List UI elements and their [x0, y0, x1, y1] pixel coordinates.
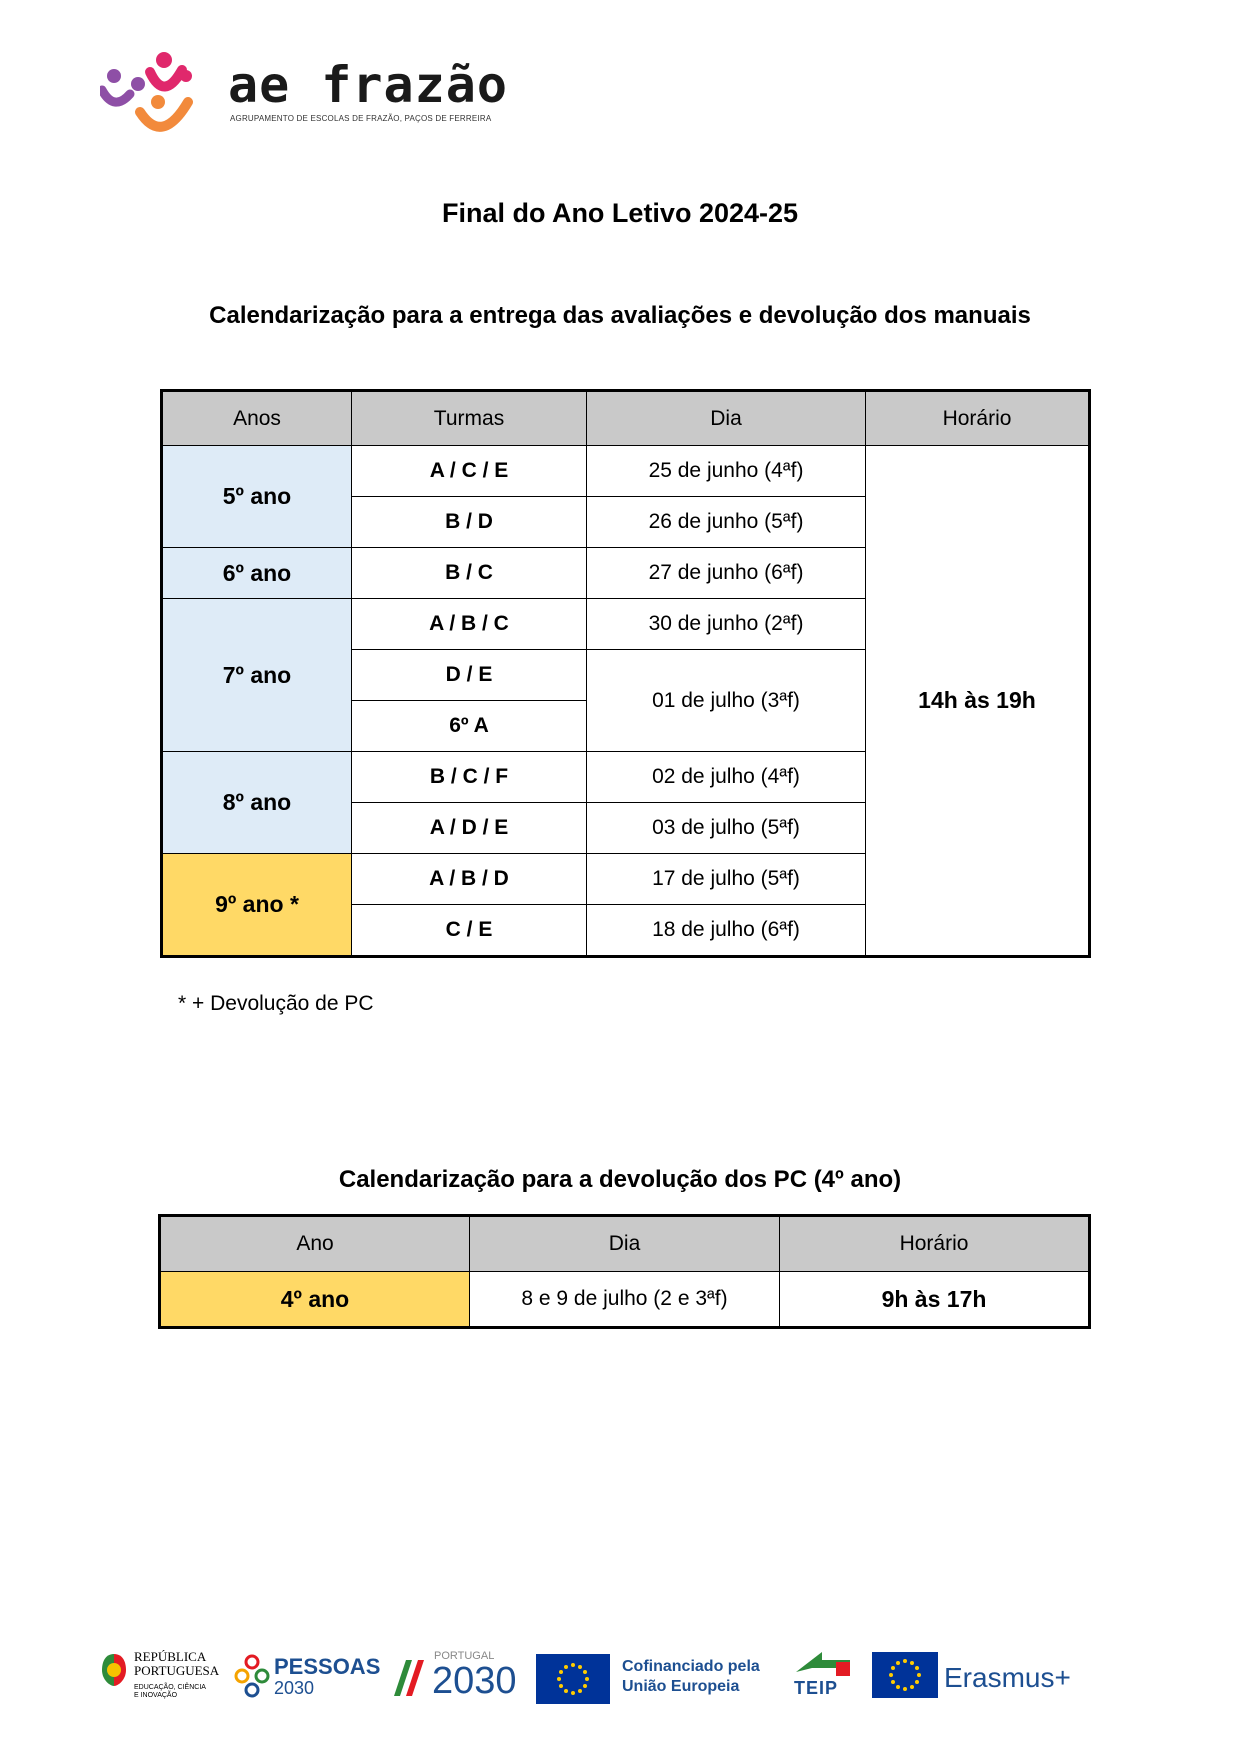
erasmus-logo — [872, 1648, 1102, 1708]
pc-return-table — [158, 1214, 1091, 1329]
turmas-cell: A / D / E — [352, 803, 587, 854]
dia-cell: 8 e 9 de julho (2 e 3ªf) — [470, 1272, 780, 1328]
republica-sub1: EDUCAÇÃO, CIÊNCIA — [134, 1684, 206, 1691]
dia-cell: 27 de junho (6ªf) — [587, 548, 866, 599]
year-cell: 4º ano — [160, 1272, 470, 1328]
year-cell: 7º ano — [162, 599, 352, 752]
page-title: Final do Ano Letivo 2024-25 — [441, 198, 799, 228]
column-header: Horário — [866, 391, 1090, 446]
teip-logo — [788, 1648, 858, 1708]
funding-logos — [100, 1648, 1100, 1708]
pessoas-text: PESSOAS — [274, 1654, 381, 1679]
dia-cell: 03 de julho (5ªf) — [587, 803, 866, 854]
column-header: Ano — [160, 1216, 470, 1272]
eu-line2: União Europeia — [622, 1678, 740, 1695]
teip-text: TEIP — [794, 1678, 839, 1698]
column-header: Horário — [780, 1216, 1090, 1272]
dia-cell: 30 de junho (2ªf) — [587, 599, 866, 650]
year-cell: 9º ano * — [162, 854, 352, 957]
section1-heading: Calendarização para a entrega das avaliações e devolução dos manuais — [209, 302, 1031, 329]
portugal-text: PORTUGAL — [434, 1650, 495, 1662]
year-cell: 8º ano — [162, 752, 352, 854]
turmas-cell: D / E — [352, 650, 587, 701]
dia-cell: 17 de julho (5ªf) — [587, 854, 866, 905]
portugal-year: 2030 — [432, 1660, 517, 1702]
pessoas-2030-logo — [234, 1648, 381, 1708]
turmas-cell: 6º A — [352, 701, 587, 752]
dia-cell: 25 de junho (4ªf) — [587, 446, 866, 497]
column-header: Dia — [587, 391, 866, 446]
table-row — [162, 446, 1090, 497]
logo-subtitle: AGRUPAMENTO DE ESCOLAS DE FRAZÃO, PAÇOS DE FERREIRA — [230, 114, 492, 123]
logo-name: ae frazão — [228, 56, 508, 114]
table-row — [160, 1272, 1090, 1328]
table-header-row — [162, 391, 1090, 446]
erasmus-text: Erasmus+ — [944, 1662, 1071, 1693]
pessoas-emblem-icon — [234, 1654, 270, 1698]
eu-cofinanced-logo — [536, 1648, 776, 1708]
table-header-row — [160, 1216, 1090, 1272]
logo-people-icon — [100, 50, 210, 135]
column-header: Dia — [470, 1216, 780, 1272]
horario-cell: 14h às 19h — [866, 446, 1090, 957]
horario-cell: 9h às 17h — [780, 1272, 1090, 1328]
dia-cell: 01 de julho (3ªf) — [587, 650, 866, 752]
turmas-cell: C / E — [352, 905, 587, 957]
erasmus-eu-flag-icon — [872, 1652, 938, 1698]
pessoas-year: 2030 — [274, 1678, 315, 1698]
dia-cell: 26 de junho (5ªf) — [587, 497, 866, 548]
turmas-cell: B / C — [352, 548, 587, 599]
column-header: Anos — [162, 391, 352, 446]
footnote: * + Devolução de PC — [178, 992, 374, 1015]
portugal-2030-emblem-icon — [390, 1656, 428, 1700]
dia-cell: 02 de julho (4ªf) — [587, 752, 866, 803]
eu-flag-icon — [536, 1654, 610, 1704]
year-cell: 5º ano — [162, 446, 352, 548]
dia-cell: 18 de julho (6ªf) — [587, 905, 866, 957]
column-header: Turmas — [352, 391, 587, 446]
school-logo — [100, 50, 508, 140]
turmas-cell: A / C / E — [352, 446, 587, 497]
year-cell: 6º ano — [162, 548, 352, 599]
teip-arrow-icon — [792, 1648, 854, 1676]
portugal-emblem-icon — [100, 1652, 128, 1688]
turmas-cell: A / B / C — [352, 599, 587, 650]
turmas-cell: B / D — [352, 497, 587, 548]
eu-line1: Cofinanciado pela — [622, 1658, 760, 1675]
evaluation-schedule-table — [160, 389, 1091, 958]
republica-line1: REPÚBLICA — [134, 1649, 207, 1664]
republica-portuguesa-logo — [100, 1648, 230, 1708]
section2-heading: Calendarização para a devolução dos PC (4º ano) — [338, 1166, 902, 1193]
turmas-cell: A / B / D — [352, 854, 587, 905]
turmas-cell: B / C / F — [352, 752, 587, 803]
portugal-2030-logo — [390, 1648, 540, 1708]
republica-line2: PORTUGUESA — [134, 1663, 220, 1678]
republica-sub2: E INOVAÇÃO — [134, 1692, 178, 1699]
